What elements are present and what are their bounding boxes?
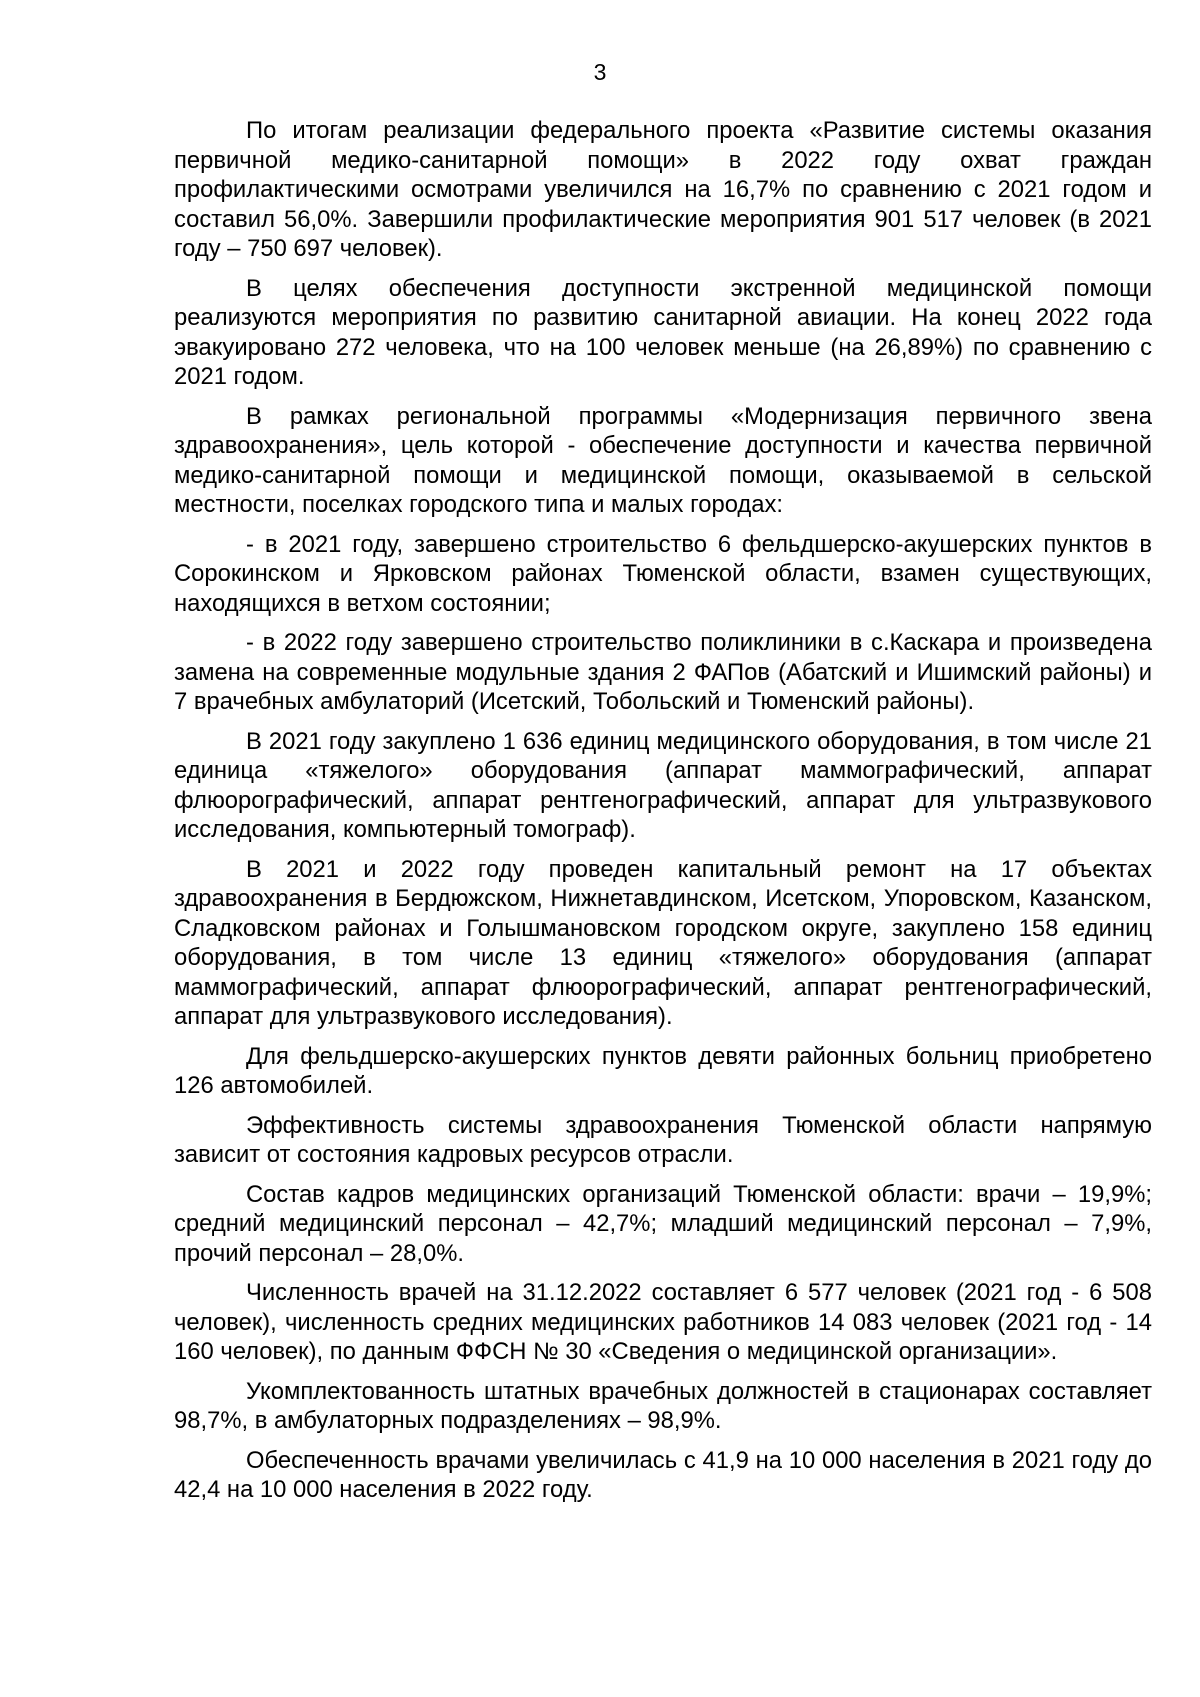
paragraph-fap-construction-2021: - в 2021 году, завершено строительство 6 фельдшерско-акушерских пунктов в Сорокинском и Ярковском районах Тюменской области, взамен существующих, находящихся в ветхом состоянии; xyxy=(174,530,1152,617)
paragraph-doctor-count: Численность врачей на 31.12.2022 составляет 6 577 человек (2021 год - 6 508 человек), численность средних медицинских работников 14 083 человек (2021 год - 14 160 человек), по данным ФФСН № 30 «Сведения о медицинской организации». xyxy=(174,1279,1152,1365)
paragraph-equipment-2021: В 2021 году закуплено 1 636 единиц медицинского оборудования, в том числе 21 единица «тяжелого» оборудования (аппарат маммографический, аппарат флюорографический, аппарат рентгенографический, аппарат для ультразвукового исследования, компьютерный томограф). xyxy=(174,727,1152,843)
paragraph-efficiency: Эффективность системы здравоохранения Тюменской области напрямую зависит от состояния кадровых ресурсов отрасли. xyxy=(174,1111,1152,1168)
paragraph-modernization-program: В рамках региональной программы «Модернизация первичного звена здравоохранения», цель которой - обеспечение доступности и качества первичной медико-санитарной помощи и медицинской помощи, оказываемой в сельской местности, поселках городского типа и малых городах: xyxy=(174,402,1152,518)
paragraph-sanitary-aviation: В целях обеспечения доступности экстренной медицинской помощи реализуются мероприятия по развитию санитарной авиации. На конец 2022 года эвакуировано 272 человека, что на 100 человек меньше (на 26,89%) по сравнению с 2021 годом. xyxy=(174,274,1152,390)
paragraph-staffing-level: Укомплектованность штатных врачебных должностей в стационарах составляет 98,7%, в амбулаторных подразделениях – 98,9%. xyxy=(174,1377,1152,1434)
paragraph-preventive-exams: По итогам реализации федерального проекта «Развитие системы оказания первичной медико-санитарной помощи» в 2022 году охват граждан профилактическими осмотрами увеличился на 16,7% по сравнению с 2021 годом и составил 56,0%. Завершили профилактические мероприятия 901 517 человек (в 2021 году – 750 697 человек). xyxy=(174,117,1152,262)
paragraph-vehicles: Для фельдшерско-акушерских пунктов девяти районных больниц приобретено 126 автомобилей. xyxy=(174,1042,1152,1099)
paragraph-clinic-construction-2022: - в 2022 году завершено строительство поликлиники в с.Каскара и произведена замена на современные модульные здания 2 ФАПов (Абатский и Ишимский районы) и 7 врачебных амбулаторий (Исетский, Тобольский и Тюменский районы). xyxy=(174,629,1152,715)
paragraph-staff-composition: Состав кадров медицинских организаций Тюменской области: врачи – 19,9%; средний медицинский персонал – 42,7%; младший медицинский персонал – 7,9%, прочий персонал – 28,0%. xyxy=(174,1180,1152,1267)
paragraph-doctor-availability: Обеспеченность врачами увеличилась с 41,9 на 10 000 населения в 2021 году до 42,4 на 10 000 населения в 2022 году. xyxy=(174,1446,1152,1503)
page-number: 3 xyxy=(593,59,607,85)
document-body xyxy=(174,116,1152,1515)
paragraph-capital-repair: В 2021 и 2022 году проведен капитальный ремонт на 17 объектах здравоохранения в Бердюжском, Нижнетавдинском, Исетском, Упоровском, Казанском, Сладковском районах и Голышмановском городском округе, закуплено 158 единиц оборудования, в том числе 13 единиц «тяжелого» оборудования (аппарат маммографический, аппарат флюорографический, аппарат рентгенографический, аппарат для ультразвукового исследования). xyxy=(174,855,1152,1030)
